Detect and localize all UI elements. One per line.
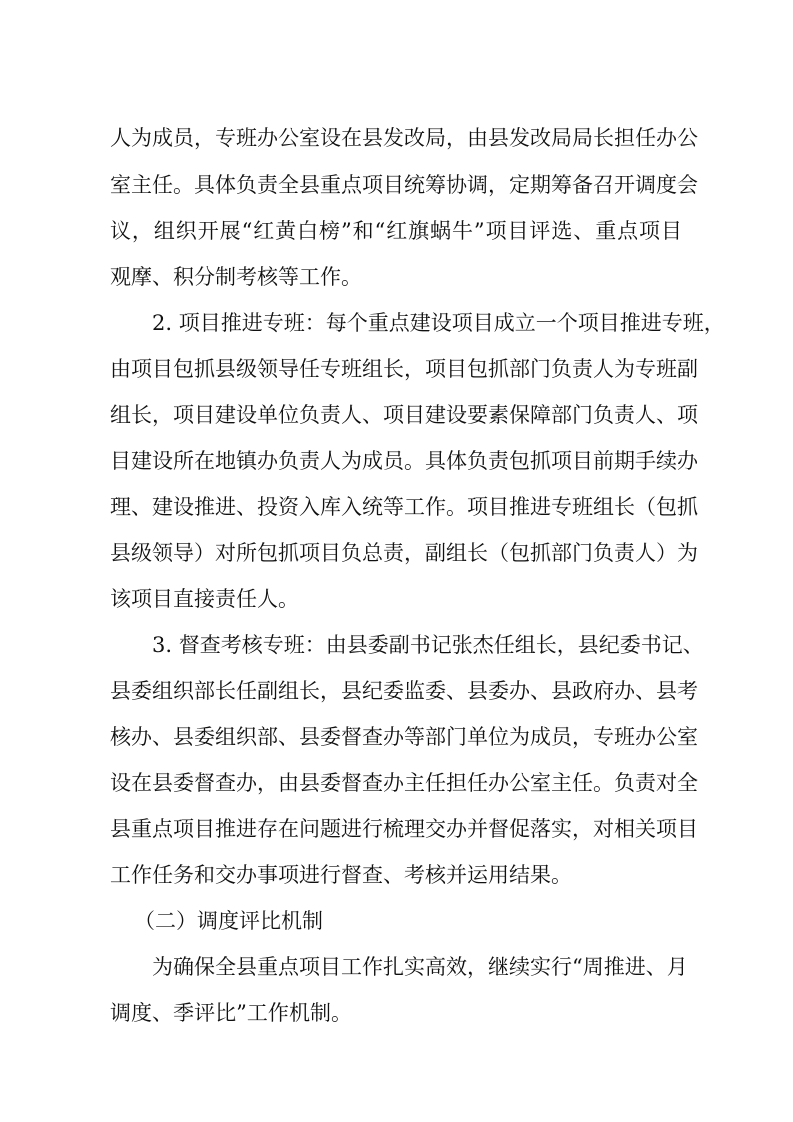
- line-text: 县重点项目推进存在问题进行梳理交办并督促落实，对相关项目: [110, 817, 698, 841]
- text-line: [0, 717, 793, 757]
- line-text: （二）调度评比机制: [134, 909, 323, 933]
- text-line: [0, 349, 793, 389]
- text-line: [0, 118, 793, 158]
- line-text: 县级领导）对所包抓项目负总责，副组长（包抓部门负责人）为: [110, 541, 698, 565]
- line-text: 核办、县委组织部、县委督查办等部门单位为成员，专班办公室: [110, 725, 698, 749]
- text-line: [0, 257, 793, 297]
- text-line: [0, 211, 793, 251]
- line-text: 人为成员，专班办公室设在县发改局，由县发改局局长担任办公: [110, 126, 698, 150]
- text-line: [0, 671, 793, 711]
- line-text: 县委组织部长任副组长，县纪委监委、县委办、县政府办、县考: [110, 679, 698, 703]
- text-line: [0, 441, 793, 481]
- line-text: 理、建设推进、投资入库入统等工作。项目推进专班组长（包抓: [110, 495, 698, 519]
- line-text: 目建设所在地镇办负责人为成员。具体负责包抓项目前期手续办: [110, 449, 698, 473]
- line-text: 2. 项目推进专班：每个重点建设项目成立一个项目推进专班，: [152, 311, 725, 335]
- line-text: 设在县委督查办，由县委督查办主任担任办公室主任。负责对全: [110, 771, 698, 795]
- line-text: 由项目包抓县级领导任专班组长，项目包抓部门负责人为专班副: [110, 357, 698, 381]
- line-text: 3. 督查考核专班：由县委副书记张杰任组长，县纪委书记、: [152, 633, 704, 657]
- line-text: 观摩、积分制考核等工作。: [110, 265, 362, 289]
- text-line: [0, 993, 793, 1033]
- text-line: [0, 855, 793, 895]
- text-line: [0, 303, 793, 343]
- text-line: [0, 395, 793, 435]
- line-text: 组长，项目建设单位负责人、项目建设要素保障部门负责人、项: [110, 403, 698, 427]
- line-text: 为确保全县重点项目工作扎实高效，继续实行“周推进、月: [152, 955, 688, 979]
- text-line: [0, 625, 793, 665]
- line-text: 议，组织开展“红黄白榜”和“红旗蜗牛”项目评选、重点项目: [110, 219, 682, 243]
- text-line: [0, 487, 793, 527]
- line-text: 室主任。具体负责全县重点项目统筹协调，定期筹备召开调度会: [110, 173, 698, 197]
- section-heading: [0, 901, 793, 941]
- line-text: 工作任务和交办事项进行督查、考核并运用结果。: [110, 863, 572, 887]
- text-line: [0, 165, 793, 205]
- text-line: [0, 533, 793, 573]
- line-text: 调度、季评比”工作机制。: [110, 1001, 352, 1025]
- text-line: [0, 579, 793, 619]
- line-text: 该项目直接责任人。: [110, 587, 299, 611]
- text-line: [0, 763, 793, 803]
- text-line: [0, 809, 793, 849]
- text-line: [0, 947, 793, 987]
